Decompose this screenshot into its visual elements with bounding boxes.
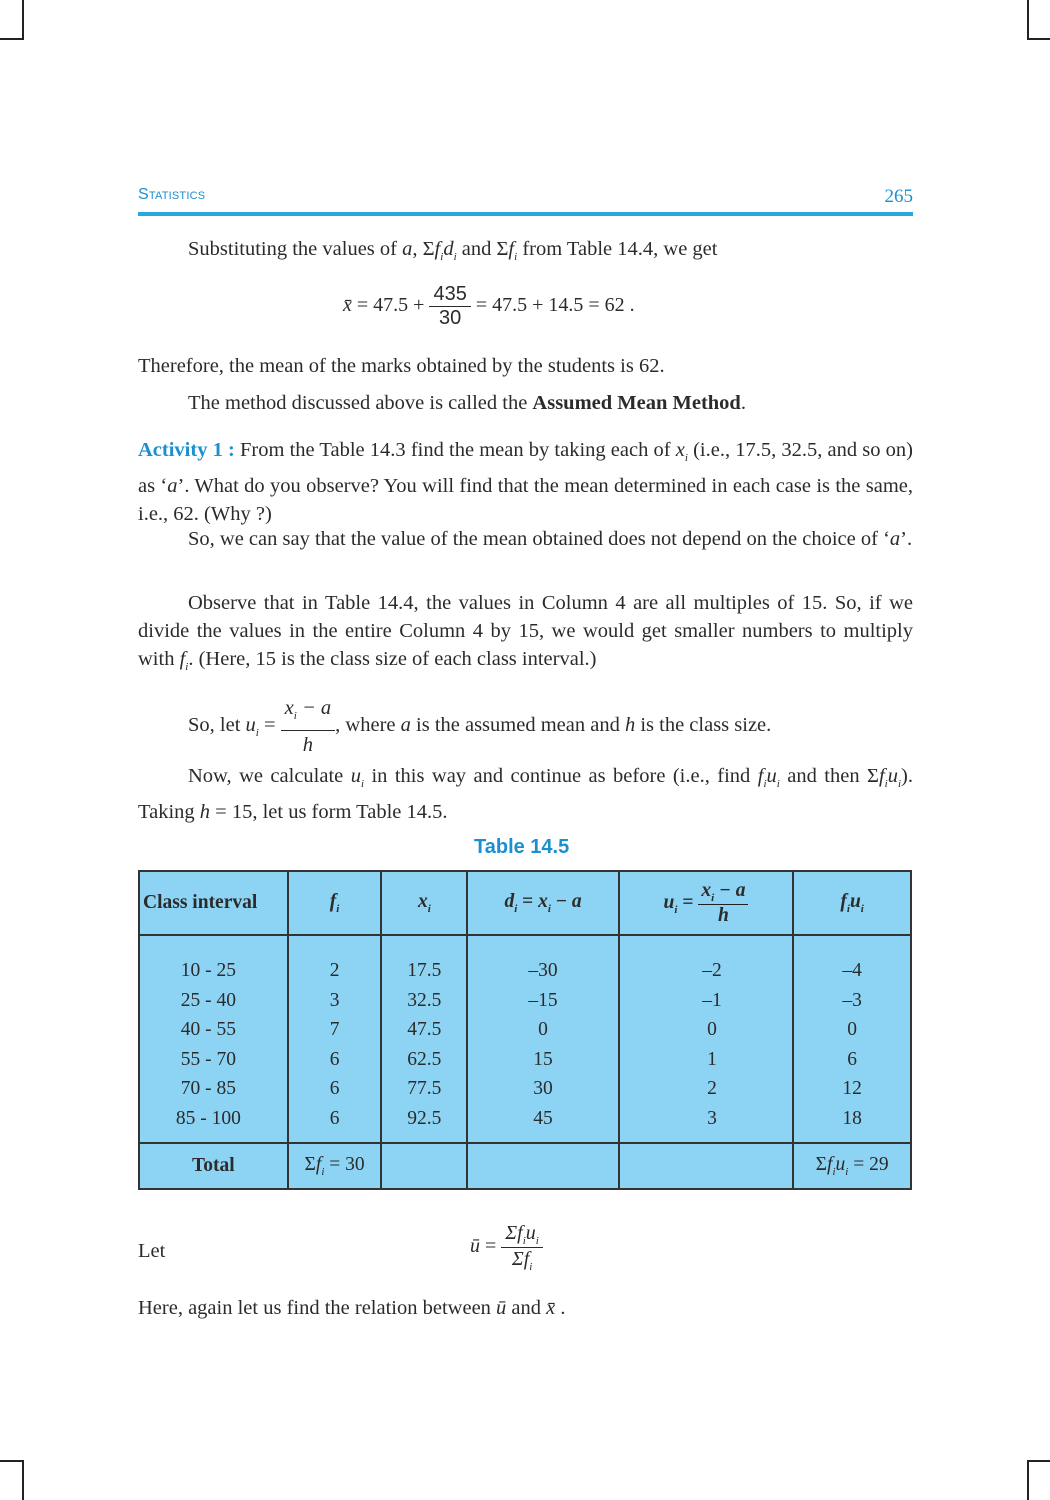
header-fu: $f_iu_i$ (793, 871, 911, 935)
total-x-empty (381, 1143, 467, 1189)
table-14-5 (138, 870, 912, 1190)
let-label: Let (138, 1240, 166, 1262)
header-d: $d_i = x_i - a$ (467, 871, 619, 935)
fraction-u-def: $\frac{x_i - a}{h}$ (281, 694, 336, 759)
crop-mark-tr-h (1027, 38, 1050, 40)
table-header-row (139, 871, 911, 935)
header-x: $x_i$ (381, 871, 467, 935)
paragraph-let-u: So, let $u_i$ = $\frac{x_i - a}{h}$ , where a is the assumed mean and h is the class size. (188, 694, 918, 759)
total-u-empty (619, 1143, 793, 1189)
header-class-interval: Class interval (139, 871, 288, 935)
col-fu-values: –4 –3 0 6 12 18 (793, 935, 911, 1143)
paragraph-relation: Here, again let us find the relation between ū and x̄ . (138, 1297, 566, 1319)
header-f: $f_i$ (288, 871, 382, 935)
crop-mark-tl-h (0, 38, 24, 40)
table-body-row (139, 935, 911, 1143)
col-x-values: 17.5 32.5 47.5 62.5 77.5 92.5 (381, 935, 467, 1143)
total-f: $\Sigma f_i = 30$ (288, 1143, 382, 1189)
col-d-values: –30 –15 0 15 30 45 (467, 935, 619, 1143)
total-fu: $\Sigma f_iu_i = 29$ (793, 1143, 911, 1189)
crop-mark-tl-v (22, 0, 24, 40)
equation-mean: x̄ = 47.5 + $\frac{435}{30}$ = 47.5 + 14.5 = 62 . (343, 283, 635, 329)
fraction-435-30: $\frac{435}{30}$ (429, 283, 470, 330)
col-f-values: 2 3 7 6 6 6 (288, 935, 382, 1143)
chapter-title: Statistics (138, 186, 206, 203)
activity-label: Activity 1 : (138, 439, 235, 461)
table-total-row (139, 1143, 911, 1189)
paragraph-substituting: Substituting the values of a, $\Sigma f_id_i$ and $\Sigma f_i$ from Table 14.4, we get (188, 238, 718, 263)
fraction-u-bar: $\frac{\Sigma f_iu_i}{\Sigma f_i}$ (501, 1222, 543, 1273)
crop-mark-br-h (1027, 1460, 1050, 1462)
crop-mark-tr-v (1027, 0, 1029, 40)
total-d-empty (467, 1143, 619, 1189)
col-u-values: –2 –1 0 1 2 3 (619, 935, 793, 1143)
equation-u-bar: ū = $\frac{\Sigma f_iu_i}{\Sigma f_i}$ (470, 1222, 543, 1273)
header-rule (138, 212, 913, 216)
header-u: $u_i$ = $\frac{x_i - a}{h}$ (619, 871, 793, 935)
crop-mark-bl-h (0, 1460, 24, 1462)
paragraph-observe: Observe that in Table 14.4, the values in Column 4 are all multiples of 15. So, if we divide the values in the entire Column 4 by 15, we would get smaller numbers to multiply with $f_i$. (Here, 15 is the class size of each class interval.) (138, 592, 913, 673)
activity-1: Activity 1 : From the Table 14.3 find the mean by taking each of $x_i$ (i.e., 17.5, 32.5, and so on) as ‘a’. What do you observe? You will find that the mean determined in each case is the same, i.e., 62. (Why ?) (138, 439, 914, 525)
paragraph-therefore: Therefore, the mean of the marks obtained by the students is 62. (138, 355, 665, 377)
total-label: Total (139, 1143, 288, 1189)
page-number: 265 (884, 186, 913, 207)
paragraph-does-not-depend: So, we can say that the value of the mean obtained does not depend on the choice of ‘a’. (188, 528, 913, 550)
col-class-intervals: 10 - 25 25 - 40 40 - 55 55 - 70 70 - 85 85 - 100 (139, 935, 288, 1143)
x-bar: x̄ (343, 294, 352, 317)
table-caption: Table 14.5 (474, 836, 570, 858)
crop-mark-bl-v (22, 1460, 24, 1500)
paragraph-method: The method discussed above is called the Assumed Mean Method. (188, 392, 746, 414)
paragraph-now-calculate: Now, we calculate $u_i$ in this way and continue as before (i.e., find $f_iu_i$ and then $\Sigma f_iu_i$). Taking h = 15, let us form Table 14.5. (138, 765, 913, 823)
page-header (138, 186, 913, 216)
crop-mark-br-v (1027, 1460, 1029, 1500)
